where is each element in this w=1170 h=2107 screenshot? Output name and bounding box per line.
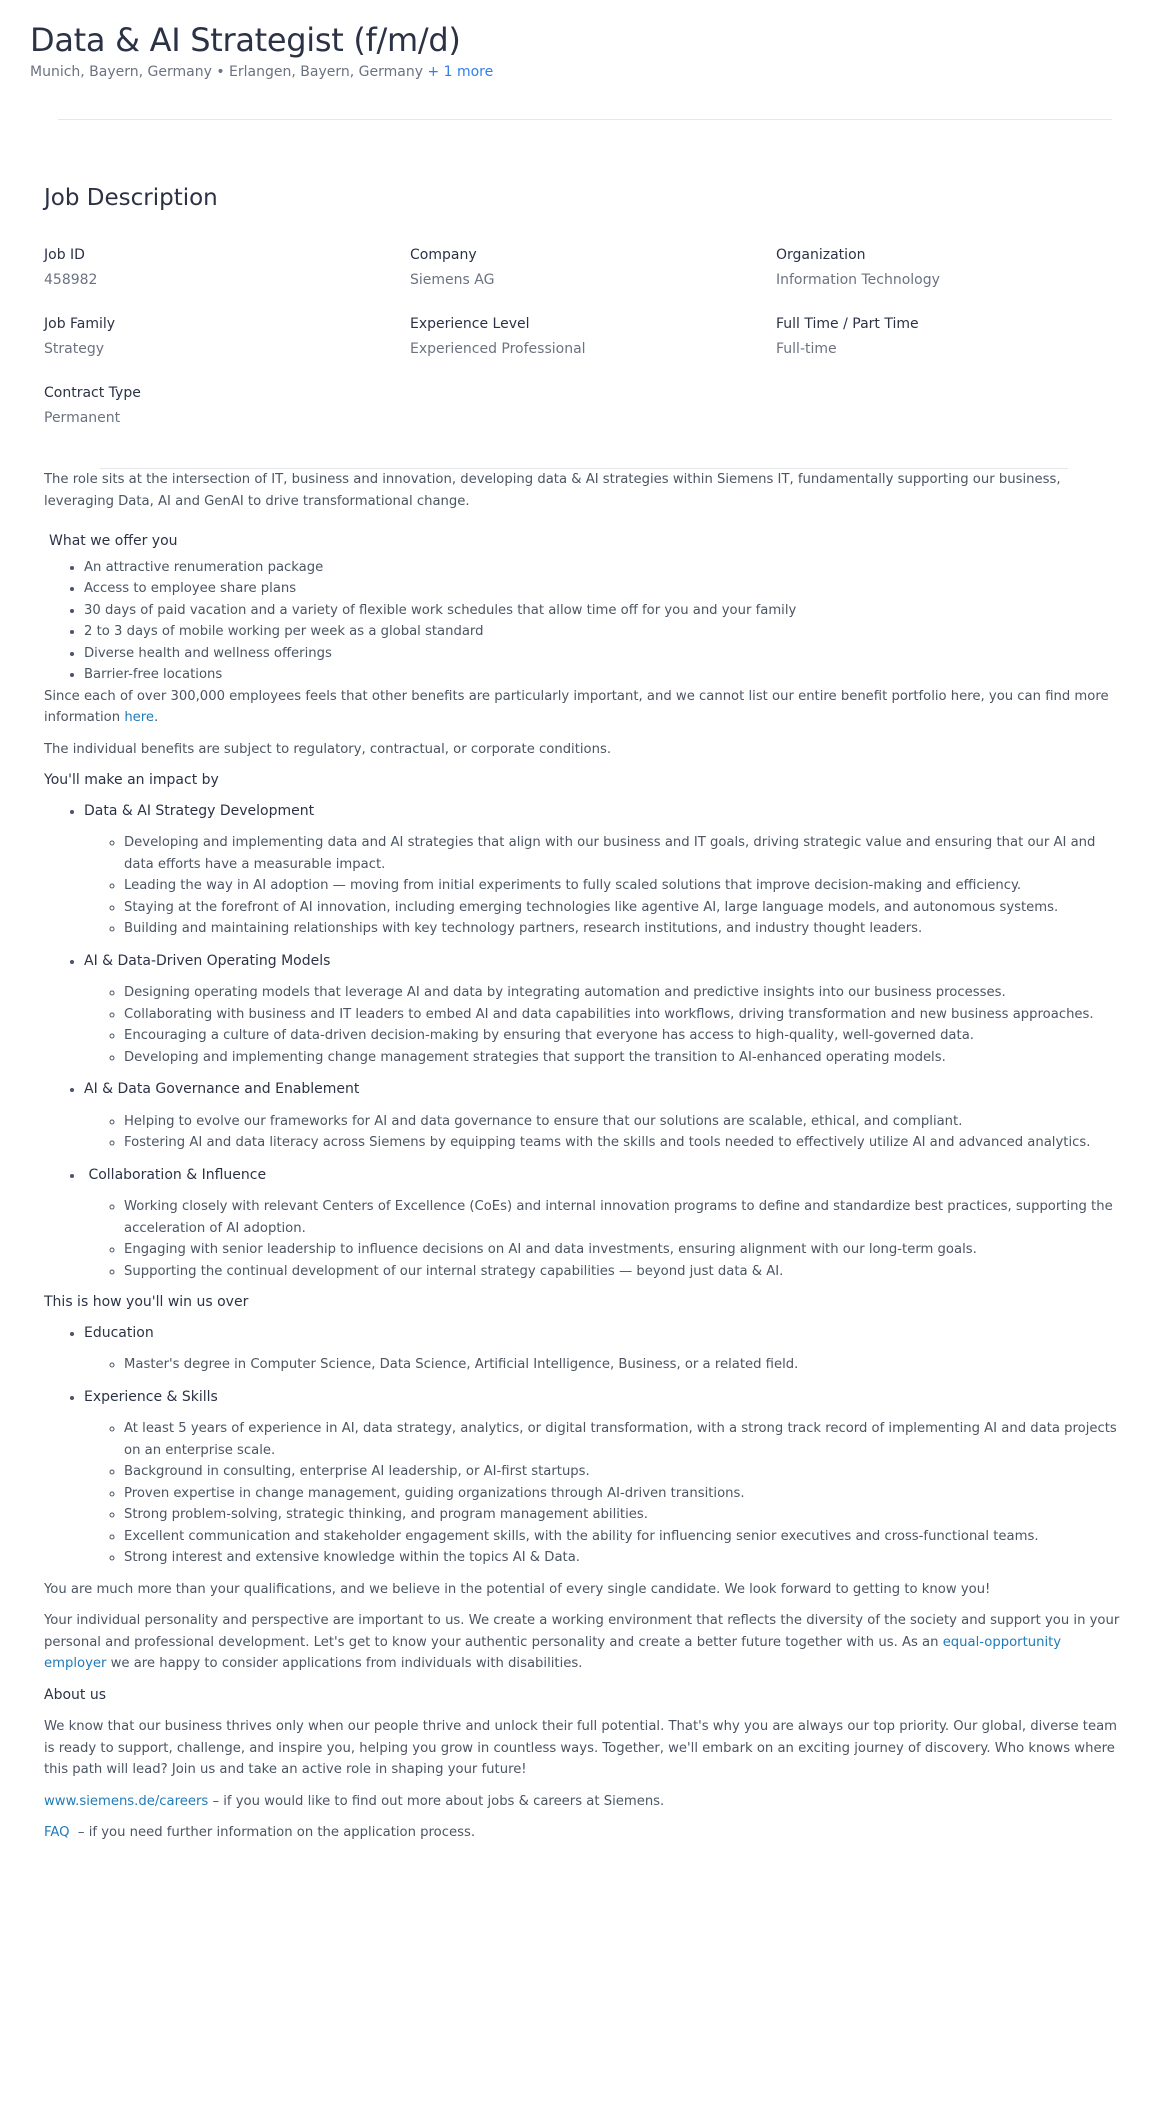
list-item: ◦ Helping to evolve our frameworks for AI and data governance to ensure that our solutions are scalable, ethical, and compliant.: [124, 1111, 1124, 1133]
list-item: ◦ Building and maintaining relationships with key technology partners, research institutions, and industry thought leaders.: [124, 918, 1124, 940]
list-item: ◦ Leading the way in AI adoption — moving from initial experiments to fully scaled solutions that improve decision-making and efficiency.: [124, 875, 1124, 897]
faq-paragraph: [44, 1822, 1124, 1844]
job-header: [0, 0, 1170, 120]
meta-value: Information Technology: [776, 272, 940, 288]
category-title: Education: [84, 1324, 154, 1341]
category-title: Collaboration & Influence: [84, 1166, 267, 1183]
careers-link[interactable]: www.siemens.de/careers: [44, 1793, 209, 1809]
meta-contract-type: [44, 383, 410, 428]
list-item: ◦ Proven expertise in change management, guiding organizations through AI-driven transitions.: [124, 1483, 1124, 1505]
intro-paragraph: The role sits at the intersection of IT, business and innovation, developing data & AI strategies within Siemens IT, fundamentally supporting our business, leveraging Data, AI and GenAI to drive transformational change.: [44, 472, 1061, 509]
offer-list: [44, 557, 1124, 686]
win-list: [44, 1322, 1124, 1569]
sub-list: [84, 1196, 1124, 1282]
sub-list: [84, 1354, 1124, 1376]
equal-opportunity-link[interactable]: equal-opportunity employer: [44, 1634, 1062, 1671]
list-item: ◦ Strong interest and extensive knowledge within the topics AI & Data.: [124, 1547, 1124, 1569]
meta-company: [410, 245, 776, 290]
list-item: ◦ Encouraging a culture of data-driven decision-making by ensuring that everyone has access to high-quality, well-governed data.: [124, 1025, 1124, 1047]
meta-value: Siemens AG: [410, 272, 495, 288]
benefits-paragraph: [44, 686, 1124, 729]
category-title: Data & AI Strategy Development: [84, 802, 315, 819]
job-meta-grid: [44, 245, 1124, 428]
meta-label: Contract Type: [44, 385, 141, 401]
impact-list: [44, 800, 1124, 1283]
list-item: ◦ Staying at the forefront of AI innovation, including emerging technologies like agentive AI, large language models, and autonomous systems.: [124, 897, 1124, 919]
meta-label: Job ID: [44, 247, 85, 263]
meta-full-part-time: [776, 314, 1124, 359]
meta-label: Organization: [776, 247, 866, 263]
list-item: • Barrier-free locations: [84, 664, 1124, 686]
offer-heading: What we offer you: [49, 533, 178, 549]
job-title: Data & AI Strategist (f/m/d): [30, 21, 461, 59]
more-than-paragraph: You are much more than your qualifications, and we believe in the potential of every single candidate. We look forward to getting to know you!: [44, 1581, 991, 1597]
list-item: ◦ Master's degree in Computer Science, Data Science, Artificial Intelligence, Business, or a related field.: [124, 1354, 1124, 1376]
personality-text: Your individual personality and perspective are important to us. We create a working environment that reflects the diversity of the society and support you in your personal and professional development. Let's get to know your authentic personality and create a better future together with us. As an: [44, 1613, 1120, 1650]
category-title: Experience & Skills: [84, 1388, 218, 1405]
category-title: AI & Data Governance and Enablement: [84, 1081, 360, 1097]
section-title: Job Description: [44, 185, 218, 211]
meta-organization: [776, 245, 1124, 290]
list-item: ◦ Developing and implementing data and AI strategies that align with our business and IT goals, driving strategic value and ensuring that our AI and data efforts have a measurable impact.: [124, 832, 1124, 875]
meta-job-id: [44, 245, 410, 290]
about-heading: About us: [44, 1686, 107, 1703]
category-title: AI & Data-Driven Operating Models: [84, 952, 331, 969]
benefits-link[interactable]: here: [124, 710, 155, 725]
sub-list: [84, 1418, 1124, 1569]
list-item: • 30 days of paid vacation and a variety of flexible work schedules that allow time off for you and your family: [84, 600, 1124, 622]
list-item: ◦ Developing and implementing change management strategies that support the transition to AI-enhanced operating models.: [124, 1047, 1124, 1069]
list-item: ◦ Engaging with senior leadership to influence decisions on AI and data investments, ensuring alignment with our long-term goals.: [124, 1239, 1124, 1261]
sub-list: [84, 1111, 1124, 1154]
benefits-end: .: [154, 710, 159, 725]
impact-category: [84, 1164, 1124, 1283]
more-locations-link[interactable]: + 1 more: [427, 64, 494, 80]
faq-link[interactable]: FAQ: [44, 1825, 70, 1840]
list-item: ◦ Working closely with relevant Centers of Excellence (CoEs) and internal innovation programs to define and standardize best practices, supporting the acceleration of AI adoption.: [124, 1196, 1124, 1239]
benefits-text: Since each of over 300,000 employees feels that other benefits are particularly important, and we cannot list our entire benefit portfolio here, you can find more information: [44, 688, 1109, 725]
description-body: [44, 469, 1124, 1844]
conditions-paragraph: The individual benefits are subject to regulatory, contractual, or corporate conditions.: [44, 741, 612, 757]
meta-label: Company: [410, 247, 477, 263]
meta-value: 458982: [44, 272, 98, 288]
win-category: [84, 1322, 1124, 1376]
careers-paragraph: [44, 1791, 1124, 1813]
about-paragraph: We know that our business thrives only when our people thrive and unlock their full potential. That's why you are always our top priority. Our global, diverse team is ready to support, challenge, and inspire you, helping you grow in countless ways. Together, we'll embark on an exciting journey of discovery. Who knows where this path will lead? Join us and take an active role in shaping your future!: [44, 1719, 1118, 1777]
list-item: ◦ Strong problem-solving, strategic thinking, and program management abilities.: [124, 1504, 1124, 1526]
impact-category: [84, 800, 1124, 940]
list-item: ◦ Fostering AI and data literacy across Siemens by equipping teams with the skills and tools needed to effectively utilize AI and advanced analytics.: [124, 1132, 1124, 1154]
list-item: ◦ Excellent communication and stakeholder engagement skills, with the ability for influencing senior executives and cross-functional teams.: [124, 1526, 1124, 1548]
job-locations: [30, 64, 1140, 80]
list-item: ◦ Background in consulting, enterprise AI leadership, or AI-first startups.: [124, 1461, 1124, 1483]
list-item: ◦ Designing operating models that leverage AI and data by integrating automation and predictive insights into our business processes.: [124, 982, 1124, 1004]
win-category: [84, 1386, 1124, 1569]
win-heading: This is how you'll win us over: [44, 1294, 249, 1310]
list-item: ◦ At least 5 years of experience in AI, data strategy, analytics, or digital transformation, with a strong track record of implementing AI and data projects on an enterprise scale.: [124, 1418, 1124, 1461]
closing-section: [44, 1579, 1124, 1844]
list-item: ◦ Collaborating with business and IT leaders to embed AI and data capabilities into workflows, driving transformation and new business approaches.: [124, 1004, 1124, 1026]
meta-job-family: [44, 314, 410, 359]
meta-value: Strategy: [44, 341, 104, 357]
meta-experience-level: [410, 314, 776, 359]
list-item: • 2 to 3 days of mobile working per week as a global standard: [84, 621, 1124, 643]
impact-category: [84, 1078, 1124, 1154]
list-item: • Access to employee share plans: [84, 578, 1124, 600]
meta-value: Permanent: [44, 410, 121, 426]
meta-label: Job Family: [44, 316, 116, 332]
sub-list: [84, 832, 1124, 940]
job-description-section: [44, 185, 1124, 1844]
list-item: • An attractive renumeration package: [84, 557, 1124, 579]
impact-heading: You'll make an impact by: [44, 772, 219, 788]
meta-value: Experienced Professional: [410, 341, 586, 357]
header-divider: [58, 119, 1112, 120]
locations-text: Munich, Bayern, Germany • Erlangen, Bayern, Germany: [30, 64, 423, 80]
list-item: ◦ Supporting the continual development of our internal strategy capabilities — beyond just data & AI.: [124, 1261, 1124, 1283]
meta-label: Experience Level: [410, 316, 530, 332]
personality-paragraph: [44, 1610, 1124, 1675]
sub-list: [84, 982, 1124, 1068]
impact-category: [84, 950, 1124, 1069]
list-item: • Diverse health and wellness offerings: [84, 643, 1124, 665]
careers-text: – if you would like to find out more about jobs & careers at Siemens.: [208, 1793, 665, 1809]
meta-value: Full-time: [776, 341, 837, 357]
meta-label: Full Time / Part Time: [776, 316, 919, 332]
personality-end: we are happy to consider applications from individuals with disabilities.: [106, 1656, 583, 1671]
faq-text: – if you need further information on the application process.: [69, 1825, 476, 1840]
